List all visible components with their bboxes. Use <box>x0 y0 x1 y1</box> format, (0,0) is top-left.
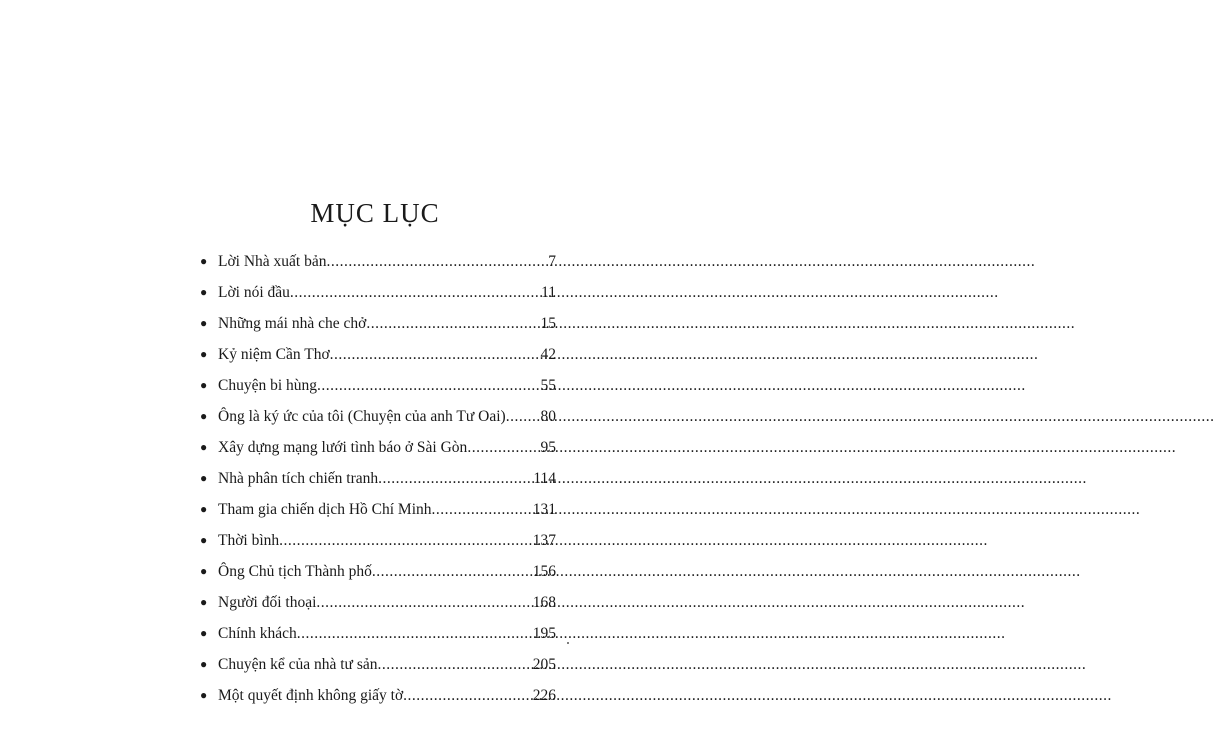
bullet-icon: ● <box>200 471 208 485</box>
toc-entry <box>200 377 556 408</box>
toc-entry-title: Người đối thoại <box>218 594 317 611</box>
bullet-icon: ● <box>200 409 208 423</box>
toc-entry-title: Nhà phân tích chiến tranh <box>218 470 379 487</box>
toc-entry <box>200 253 556 284</box>
dot-leader <box>377 656 532 674</box>
dot-leader <box>297 625 533 643</box>
toc-entry <box>200 625 556 656</box>
bullet-icon: ● <box>200 533 208 547</box>
toc-entry <box>200 656 556 687</box>
toc-entry-title: Xây dựng mạng lưới tình báo ở Sài Gòn <box>218 439 468 456</box>
toc-entry-page: 42 <box>540 346 556 363</box>
dot-leader <box>366 315 540 333</box>
toc-entry-page: 156 <box>532 563 556 580</box>
toc-entry-title: Lời Nhà xuất bản <box>218 253 327 270</box>
toc-entry-title: Một quyết định không giấy tờ <box>218 687 404 704</box>
page-title: MỤC LỤC <box>310 198 440 229</box>
toc-entry-title: Chính khách <box>218 625 297 642</box>
toc-entry <box>200 532 556 563</box>
bullet-icon: ● <box>200 688 208 702</box>
toc-entry-page: 114 <box>533 470 556 487</box>
bullet-icon: ● <box>200 347 208 361</box>
bullet-icon: ● <box>200 440 208 454</box>
toc-entry <box>200 439 556 470</box>
toc-entry-title: Chuyện kể của nhà tư sản <box>218 656 378 673</box>
toc-entry-title: Ông là ký ức của tôi (Chuyện của anh Tư Oai) <box>218 408 506 425</box>
bullet-icon: ● <box>200 254 208 268</box>
paper-speck <box>567 642 569 644</box>
dot-leader <box>372 563 533 581</box>
toc-entry-page: 55 <box>540 377 556 394</box>
dot-leader <box>279 532 533 550</box>
dot-leader <box>403 687 533 705</box>
bullet-icon: ● <box>200 285 208 299</box>
toc-entry-page: 80 <box>540 408 556 425</box>
toc-entry-title: Tham gia chiến dịch Hồ Chí Minh <box>218 501 432 518</box>
toc-entry-page: 11 <box>541 284 556 301</box>
toc-entry-title: Thời bình <box>218 532 280 549</box>
toc-entry <box>200 470 556 501</box>
toc-entry <box>200 563 556 594</box>
toc-entry <box>200 408 556 439</box>
toc-entry-title: Những mái nhà che chở <box>218 315 367 332</box>
toc-entry-page: 168 <box>532 594 556 611</box>
toc-entry-page: 15 <box>540 315 556 332</box>
toc-entry-page: 131 <box>532 501 556 518</box>
toc-entry-page: 137 <box>532 532 556 549</box>
toc-entry <box>200 594 556 625</box>
dot-leader <box>432 501 533 519</box>
dot-leader <box>467 439 540 457</box>
toc-entry <box>200 687 556 718</box>
bullet-icon: ● <box>200 657 208 671</box>
bullet-icon: ● <box>200 564 208 578</box>
dot-leader <box>330 346 541 364</box>
toc-entry-title: Lời nói đầu <box>218 284 290 301</box>
toc-entry-page: 7 <box>548 253 556 270</box>
toc-entry <box>200 346 556 377</box>
toc-entry-page: 205 <box>532 656 556 673</box>
dot-leader <box>290 284 541 302</box>
bullet-icon: ● <box>200 502 208 516</box>
toc-entry-page: 195 <box>532 625 556 642</box>
toc-entry-page: 226 <box>532 687 556 704</box>
toc-entry-title: Chuyện bi hùng <box>218 377 318 394</box>
toc-entry <box>200 315 556 346</box>
dot-leader <box>506 408 541 426</box>
toc-entry <box>200 501 556 532</box>
bullet-icon: ● <box>200 595 208 609</box>
toc-entry <box>200 284 556 315</box>
dot-leader <box>327 253 549 271</box>
dot-leader <box>317 377 540 395</box>
table-of-contents <box>200 253 556 718</box>
dot-leader <box>316 594 532 612</box>
toc-entry-title: Kỷ niệm Cần Thơ <box>218 346 330 363</box>
dot-leader <box>378 470 533 488</box>
toc-entry-title: Ông Chủ tịch Thành phố <box>218 563 372 580</box>
bullet-icon: ● <box>200 626 208 640</box>
bullet-icon: ● <box>200 378 208 392</box>
toc-entry-page: 95 <box>540 439 556 456</box>
bullet-icon: ● <box>200 316 208 330</box>
